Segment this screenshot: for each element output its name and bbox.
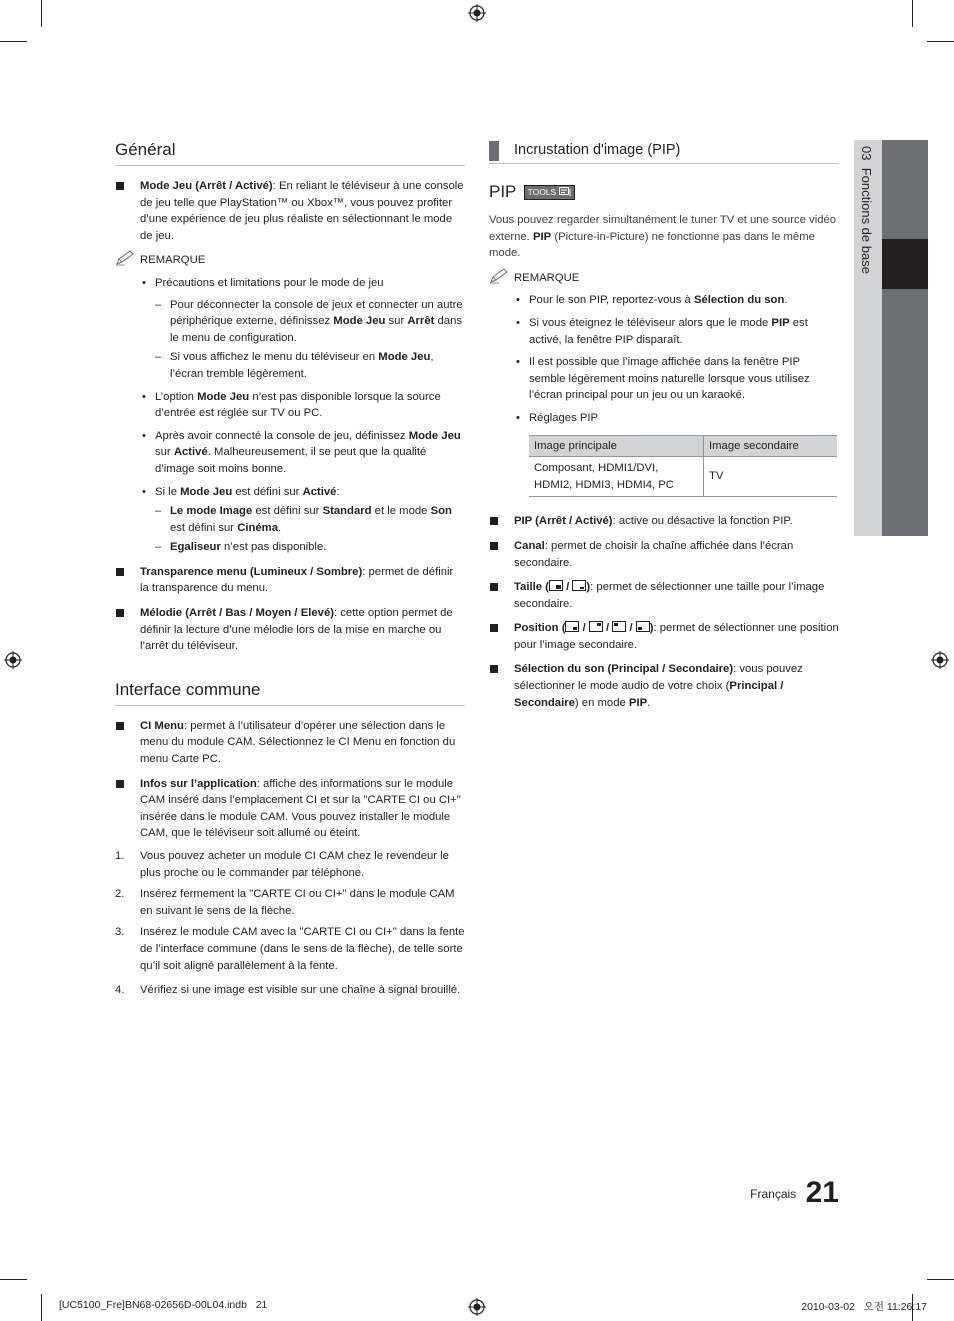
note-text: Si vous éteignez le téléviseur alors que le mode xyxy=(529,316,772,329)
print-slug-file: [UC5100_Fre]BN68-02656D-00L04.indb 21 xyxy=(59,1299,268,1311)
step-item xyxy=(115,924,465,974)
square-bullet-icon xyxy=(490,517,498,525)
list-item xyxy=(489,513,839,530)
item-punct: ) xyxy=(649,622,654,635)
step-number: 4. xyxy=(115,984,125,997)
step-number: 1. xyxy=(115,850,125,862)
print-slug-date: 2010-03-02 오전 11:26:17 xyxy=(801,1301,927,1313)
item-label: Mode Jeu (Arrêt / Activé) xyxy=(140,180,273,192)
chapter-title: Fonctions de base xyxy=(859,167,874,274)
pip-position-bottom-left-icon xyxy=(636,621,650,632)
crop-mark xyxy=(0,1279,27,1280)
table-header-row xyxy=(529,435,837,457)
square-bullet-icon xyxy=(490,542,498,550)
remark-label: REMARQUE xyxy=(140,254,206,267)
step-item xyxy=(115,886,465,919)
item-text: : vous pouvez sélectionner le mode audio de votre choix ( xyxy=(514,663,803,693)
square-bullet-icon xyxy=(116,780,124,788)
item-label: PIP (Arrêt / Activé) xyxy=(514,515,613,528)
intro-text: (Picture-in-Picture) ne fonctionne pas dans le même mode. xyxy=(489,230,815,260)
pencil-note-icon xyxy=(489,268,511,284)
side-tab-label xyxy=(854,146,882,316)
section-title-general: Général xyxy=(115,139,465,166)
note-text: et le mode xyxy=(371,505,431,518)
note-text: Précautions et limitations pour le mode de jeu xyxy=(155,276,384,289)
dash-icon: – xyxy=(155,351,162,364)
sub-note-item xyxy=(115,503,465,536)
bullet-dot-icon: • xyxy=(516,294,520,307)
table-cell: Composant, HDMI1/DVI, HDMI2, HDMI3, HDMI4, PC xyxy=(529,457,704,497)
item-punct: ( xyxy=(542,581,549,594)
page-footer xyxy=(700,1176,839,1212)
note-text: Il est possible que l’image affichée dans la fenêtre PIP semble légèrement moins naturelle lorsque vous utilisez l’écran principal pour un jeu ou un karaoké. xyxy=(529,356,810,402)
list-item xyxy=(115,605,465,655)
remark-heading xyxy=(115,252,465,269)
note-text: Pour déconnecter la console de jeux et connecter un autre périphérique externe, définissez xyxy=(170,298,463,328)
note-text: sur xyxy=(155,446,174,459)
item-text: : permet de choisir la chaîne affichée dans l’écran secondaire. xyxy=(514,539,794,569)
item-punct: / xyxy=(626,622,636,635)
pip-intro xyxy=(489,212,839,262)
list-item xyxy=(115,776,465,842)
dash-icon: – xyxy=(155,505,162,518)
bullet-dot-icon: • xyxy=(516,411,520,424)
registration-mark-icon xyxy=(468,1298,486,1316)
tools-remote-icon xyxy=(559,187,571,196)
note-emphasis: Mode Jeu xyxy=(408,429,461,442)
side-tab-active-marker xyxy=(882,239,928,289)
registration-mark-icon xyxy=(931,651,949,669)
square-bullet-icon xyxy=(490,624,498,632)
note-text: , l’écran tremble légèrement. xyxy=(170,351,434,380)
item-emphasis: PIP xyxy=(628,696,648,709)
square-bullet-icon xyxy=(116,609,124,617)
crop-mark xyxy=(0,41,27,42)
step-text: Insérez le module CAM avec la "CARTE CI ou CI+" dans la fente de l’interface commune (dans le sens de la flèche), de telle sorte qu’il soit aligné parallèlement à la fente. xyxy=(140,926,465,972)
list-item xyxy=(115,718,465,768)
note-emphasis: Son xyxy=(430,505,452,518)
item-label: Infos sur l’application xyxy=(140,777,257,790)
step-number: 3. xyxy=(115,926,125,939)
note-text: dans le menu de configuration. xyxy=(170,315,463,344)
list-item xyxy=(489,538,839,571)
item-label: CI Menu xyxy=(140,719,184,732)
item-label: Transparence menu (Lumineux / Sombre) xyxy=(140,565,363,578)
item-text: : En reliant le téléviseur à une console de jeu telle que PlayStation™ ou Xbox™, vous pouvez profiter d’une expérience de jeu plus réaliste en sélectionnant le mode de jeu. xyxy=(140,180,464,242)
left-column xyxy=(115,139,465,1006)
crop-mark xyxy=(912,0,913,27)
note-item xyxy=(489,354,839,404)
item-text: . xyxy=(647,696,651,709)
note-item xyxy=(115,484,465,501)
item-label: Mélodie (Arrêt / Bas / Moyen / Elevé) xyxy=(140,607,334,620)
step-number: 2. xyxy=(115,888,125,901)
note-emphasis: Mode Jeu xyxy=(378,351,431,364)
item-punct: / xyxy=(579,622,589,635)
square-bullet-icon xyxy=(116,568,124,576)
note-text: est défini sur xyxy=(232,485,303,498)
note-text: n’est pas disponible lorsque la source d’entrée est réglée sur TV ou PC. xyxy=(155,390,441,420)
item-label: Canal xyxy=(514,539,545,552)
note-item xyxy=(489,315,839,348)
pip-heading xyxy=(489,181,839,203)
item-label: Taille xyxy=(514,581,543,594)
sub-note-item xyxy=(115,349,465,382)
square-bullet-icon xyxy=(116,722,124,730)
pip-title: PIP xyxy=(489,182,517,201)
note-emphasis: Egaliseur xyxy=(170,541,221,554)
subsection-marker xyxy=(489,141,499,161)
item-text: : permet de sélectionner une position pour l’image secondaire. xyxy=(514,622,839,651)
item-punct: / xyxy=(602,622,613,635)
pip-position-top-left-icon xyxy=(612,621,626,632)
crop-mark xyxy=(927,41,954,42)
bullet-dot-icon: • xyxy=(516,316,520,329)
dash-icon: – xyxy=(155,298,162,311)
list-item xyxy=(489,661,839,711)
note-emphasis: Mode Jeu xyxy=(333,315,386,328)
section-title-interface: Interface commune xyxy=(115,679,465,706)
note-emphasis: Sélection du son xyxy=(693,294,785,307)
subsection-header xyxy=(489,139,839,164)
step-item xyxy=(115,848,465,881)
square-bullet-icon xyxy=(116,182,124,190)
note-text: . xyxy=(784,294,788,307)
bullet-dot-icon: • xyxy=(142,276,146,289)
list-item xyxy=(489,620,839,653)
step-text: Insérez fermement la "CARTE CI ou CI+" dans le module CAM en suivant le sens de la flèche. xyxy=(140,888,455,917)
list-item xyxy=(115,564,465,597)
pip-size-small-icon xyxy=(572,580,586,591)
item-text: : permet à l’utilisateur d’opérer une sélection dans le menu du module CAM. Sélectionnez le CI Menu en fonction du menu Carte PC. xyxy=(140,719,456,766)
note-text: . xyxy=(278,521,282,534)
pip-position-top-right-icon xyxy=(589,621,603,632)
item-text: : permet de définir la transparence du menu. xyxy=(140,565,454,595)
note-emphasis: Le mode Image xyxy=(170,505,253,518)
tools-badge xyxy=(524,185,575,200)
chapter-number: 03 xyxy=(859,146,874,161)
bullet-dot-icon: • xyxy=(142,390,146,403)
item-text: : cette option permet de définir la lecture d’une mélodie lors de la mise en marche ou l’arrêt du téléviseur. xyxy=(140,607,453,653)
pip-position-bottom-right-icon xyxy=(565,621,579,632)
side-tab xyxy=(854,140,928,536)
note-item xyxy=(489,292,839,309)
item-emphasis: Principal / Secondaire xyxy=(514,680,784,709)
pip-size-large-icon xyxy=(549,580,563,591)
note-text: n’est pas disponible. xyxy=(220,541,327,554)
square-bullet-icon xyxy=(490,583,498,591)
note-text: : xyxy=(336,485,340,498)
registration-mark-icon xyxy=(468,4,486,22)
pip-settings-table xyxy=(529,435,837,498)
table-cell: TV xyxy=(704,457,838,497)
note-emphasis: Activé xyxy=(302,485,337,498)
item-text: ) en mode xyxy=(574,696,629,709)
note-text: est activé, la fenêtre PIP disparaît. xyxy=(529,316,808,346)
note-text: est défini sur xyxy=(252,505,323,518)
list-item xyxy=(115,178,465,244)
square-bullet-icon xyxy=(490,665,498,673)
bullet-dot-icon: • xyxy=(516,356,520,369)
note-text: Si vous affichez le menu du téléviseur en xyxy=(170,351,379,364)
note-text: . Malheureusement, il se peut que la qualité d’image soit moins bonne. xyxy=(155,446,427,475)
sub-note-item xyxy=(115,539,465,556)
table-row xyxy=(529,457,837,497)
note-item xyxy=(115,428,465,478)
item-label: Sélection du son (Principal / Secondaire) xyxy=(514,663,734,676)
crop-mark xyxy=(41,0,42,27)
note-text: sur xyxy=(385,315,408,328)
page-number: 21 xyxy=(805,1176,839,1209)
item-label: Position xyxy=(514,622,559,635)
subsection-title: Incrustation d'image (PIP) xyxy=(514,142,681,158)
footer-language: Français xyxy=(750,1187,797,1201)
item-text: : affiche des informations sur le module CAM inséré dans l’emplacement CI et sur la "CARTE CI ou CI+" insérée dans le module CAM. Vous pouvez installer le module CAM, que le téléviseur soit allumé ou éteint. xyxy=(140,777,461,840)
note-text: Si le xyxy=(155,485,181,498)
step-text: Vous pouvez acheter un module CI CAM chez le revendeur le plus proche ou le commander par téléphone. xyxy=(140,850,449,879)
remark-label: REMARQUE xyxy=(514,271,580,284)
item-punct: ) xyxy=(586,581,591,594)
note-item xyxy=(115,275,465,292)
item-text: : permet de sélectionner une taille pour l’image secondaire. xyxy=(514,581,825,610)
pencil-note-icon xyxy=(115,250,137,266)
note-text: Réglages PIP xyxy=(529,411,599,424)
bullet-dot-icon: • xyxy=(142,485,146,498)
note-emphasis: Activé xyxy=(173,446,208,459)
note-text: L’option xyxy=(155,390,198,403)
remark-heading xyxy=(489,270,839,287)
note-emphasis: Standard xyxy=(322,505,372,518)
item-text: : active ou désactive la fonction PIP. xyxy=(612,515,793,528)
tools-label: TOOLS xyxy=(527,186,557,197)
note-text: est défini sur xyxy=(170,521,238,534)
note-emphasis: Mode Jeu xyxy=(180,485,233,498)
step-text: Vérifiez si une image est visible sur une chaîne à signal brouillé. xyxy=(140,984,461,997)
dash-icon: – xyxy=(155,541,162,554)
table-header-cell: Image secondaire xyxy=(704,435,838,457)
table-header-cell: Image principale xyxy=(529,435,704,457)
item-punct: / xyxy=(562,581,573,594)
crop-mark xyxy=(41,1294,42,1321)
note-emphasis: Cinéma xyxy=(237,521,278,534)
side-tab-dark xyxy=(882,140,928,536)
right-column xyxy=(489,139,839,718)
intro-emphasis: PIP xyxy=(532,230,552,243)
note-emphasis: PIP xyxy=(771,316,790,329)
note-emphasis: Mode Jeu xyxy=(197,390,250,403)
list-item xyxy=(489,579,839,612)
note-text: Après avoir connecté la console de jeu, définissez xyxy=(155,429,409,442)
bullet-dot-icon: • xyxy=(142,429,146,442)
item-punct: ( xyxy=(558,622,566,635)
note-emphasis: Arrêt xyxy=(407,315,435,328)
sub-note-item xyxy=(115,297,465,347)
crop-mark xyxy=(927,1279,954,1280)
registration-mark-icon xyxy=(4,651,22,669)
step-item xyxy=(115,982,465,999)
note-text: Pour le son PIP, reportez-vous à xyxy=(529,294,694,307)
intro-text: Vous pouvez regarder simultanément le tuner TV et une source vidéo externe. xyxy=(489,214,837,243)
note-item xyxy=(489,410,839,427)
note-item xyxy=(115,389,465,422)
